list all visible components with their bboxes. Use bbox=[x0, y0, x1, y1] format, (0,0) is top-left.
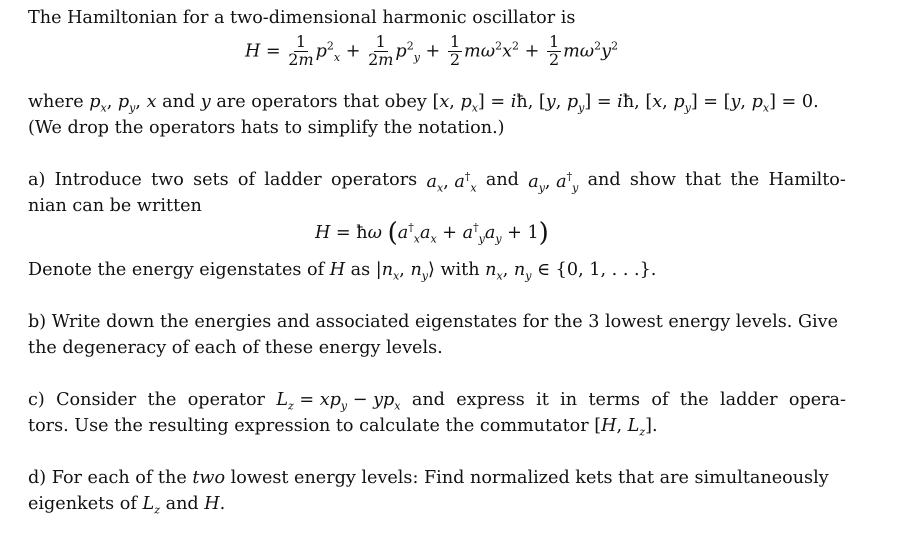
part-c-line-1: c) Consider the operator $L_z = xp_y - yp_x$ and express it in terms of the ladder opera- bbox=[28, 390, 846, 413]
operators-text: where $p_x$, $p_y$, x and y are operators that obey [x, $p_x$] = iħ, [y, $p_y$] = iħ, [x, $p_y] = [y$, $p_x] = 0$. bbox=[28, 92, 819, 115]
hats-note: (We drop the operators hats to simplify the notation.) bbox=[28, 118, 505, 138]
hamiltonian-equation: H = $\frac{1}{2m}$ $p^2_x$ + $\frac{1}{2m}$ $p^2_y$ + $\frac{1}{2}$ $m\omega^2x^2$ + $\frac{1}{2}$ $m\omega^2y^2$ bbox=[245, 32, 619, 69]
part-b-line-2: the degeneracy of each of these energy levels. bbox=[28, 338, 443, 358]
ladder-hamiltonian-equation: H = ħω $(a^\dagger_xa_x + a^\dagger_ya_y + 1)$ bbox=[315, 218, 549, 248]
part-c-line-2: tors. Use the resulting expression to calculate the commutator [H, $L_z$]. bbox=[28, 416, 658, 439]
part-a-line-1: a) Introduce two sets of ladder operators $a_x$, $a^\dagger_x$ and $a_y$, $a^\dagger_y$ and show that the Hamilto- bbox=[28, 170, 846, 195]
part-b-line-1: b) Write down the energies and associated eigenstates for the 3 lowest energy levels. Give bbox=[28, 312, 839, 332]
intro-text: The Hamiltonian for a two-dimensional harmonic oscillator is bbox=[28, 8, 576, 28]
part-d-line-1: d) For each of the two lowest energy levels: Find normalized kets that are simultaneously bbox=[28, 468, 829, 488]
part-a-line-2: nian can be written bbox=[28, 196, 202, 216]
part-d-line-2: eigenkets of $L_z$ and H. bbox=[28, 494, 226, 517]
denote-text: Denote the energy eigenstates of H as $|n_x$, $n_y⟩$ with $n_x$, $n_y$ ∈ {0, 1, . . .}. bbox=[28, 260, 657, 283]
